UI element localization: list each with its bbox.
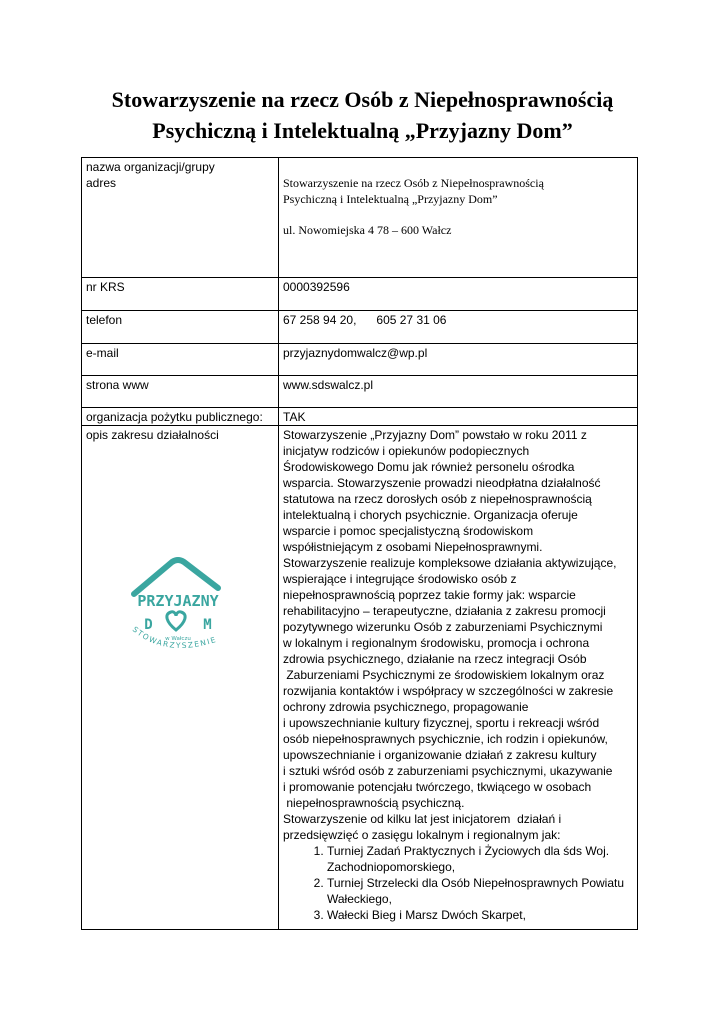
- logo-roof: [134, 560, 218, 594]
- event-line-2: Wałeckiego,: [327, 892, 392, 906]
- description-line: i promowanie potencjału twórczego, tkwiącego w osobach: [283, 780, 592, 794]
- logo-top-text: PRZYJAZNY: [137, 592, 219, 610]
- description-line: intelektualną i chorych psychicznie. Organizacja oferuje: [283, 508, 578, 522]
- description-text: [283, 427, 633, 843]
- title-line-2: Psychiczną i Intelektualną „Przyjazny Dom”: [152, 118, 573, 143]
- logo-arc-text: STOWARZYSZENIE: [130, 624, 219, 651]
- description-line: wsparcie i pomoc specjalistyczną środowiskom: [283, 524, 534, 538]
- description-line: zdrowia psychicznego, działanie na rzecz integracji Osób: [283, 652, 587, 666]
- label-description-cell: [82, 426, 279, 930]
- description-line: Stowarzyszenie realizuje kompleksowe działania aktywizujące,: [283, 556, 617, 570]
- description-line: i upowszechnianie kultury fizycznej, sportu i rekreacji wśród: [283, 716, 600, 730]
- value-www[interactable]: www.sdswalcz.pl: [279, 376, 638, 408]
- label-opp: organizacja pożytku publicznego:: [82, 408, 279, 426]
- label-address: adres: [86, 176, 117, 190]
- title-line-1: Stowarzyszenie na rzecz Osób z Niepełnosprawnością: [111, 87, 614, 112]
- description-line: wspierające i integrujące środowisko osób z: [283, 572, 517, 586]
- description-line: przedsięwzięć o zasięgu lokalnym i regionalnym jak:: [283, 828, 561, 842]
- description-line: niepełnosprawnością psychiczną.: [283, 796, 465, 810]
- description-line: Stowarzyszenie „Przyjazny Dom” powstało w roku 2011 z: [283, 428, 587, 442]
- org-name-line-2: Psychiczną i Intelektualną „Przyjazny Dom”: [283, 192, 498, 206]
- description-line: ochrony zdrowia psychicznego, propagowanie: [283, 700, 529, 714]
- description-line: statutowa na rzecz dorosłych osób z niepełnosprawnością: [283, 492, 592, 506]
- event-item: [327, 843, 633, 875]
- event-line-2: Zachodniopomorskiego,: [327, 860, 456, 874]
- label-phone: telefon: [82, 311, 279, 344]
- description-line: upowszechnianie i organizowanie działań z zakresu kultury: [283, 748, 597, 762]
- label-org-name: nazwa organizacji/grupy: [86, 160, 215, 174]
- description-line: Środowiskowego Domu jak również personelu ośrodka: [283, 460, 575, 474]
- label-description: opis zakresu działalności: [86, 428, 219, 442]
- label-krs: nr KRS: [82, 278, 279, 311]
- label-www: strona www: [82, 376, 279, 408]
- value-cell: [279, 158, 638, 278]
- description-line: inicjatyw rodziców i opiekunów podopiecznych: [283, 444, 530, 458]
- page-title: [0, 84, 725, 146]
- info-table: [81, 157, 638, 930]
- event-line-1: 2. Turniej Strzelecki dla Osób Niepełnosprawnych Powiatu: [327, 876, 625, 890]
- description-line: i sztuki wśród osób z zaburzeniami psychicznymi, ukazywanie: [283, 764, 613, 778]
- label-cell: [82, 158, 279, 278]
- event-line-1: 1. Turniej Zadań Praktycznych i Życiowych dla śds Woj.: [327, 844, 610, 858]
- event-item: [327, 875, 633, 907]
- row-description: [82, 426, 638, 930]
- label-email: e-mail: [82, 344, 279, 376]
- row-opp: [82, 408, 638, 426]
- event-item: [327, 907, 633, 923]
- row-krs: [82, 278, 638, 311]
- value-email[interactable]: przyjaznydomwalcz@wp.pl: [279, 344, 638, 376]
- value-phone: 67 258 94 20, 605 27 31 06: [279, 311, 638, 344]
- row-organization: [82, 158, 638, 278]
- events-list: [283, 843, 633, 923]
- value-krs: 0000392596: [279, 278, 638, 311]
- event-line-1: 3. Wałecki Bieg i Marsz Dwóch Skarpet,: [327, 908, 526, 922]
- logo-mid-text: D M: [144, 617, 212, 633]
- description-line: Zaburzeniami Psychicznymi ze środowiskiem lokalnym oraz: [283, 668, 605, 682]
- description-line: niepełnosprawnością poprzez takie formy jak: wsparcie: [283, 588, 576, 602]
- logo-small-text: w Wałczu: [165, 636, 191, 642]
- description-line: wsparcia. Stowarzyszenie prowadzi nieodpłatna działalność: [283, 476, 601, 490]
- value-description: [279, 426, 638, 930]
- description-line: rozwijania kontaktów i współpracy w szczególności w zakresie: [283, 684, 614, 698]
- row-email: [82, 344, 638, 376]
- value-opp: TAK: [279, 408, 638, 426]
- description-line: rehabilitacyjno – terapeutyczne, działania z zakresu promocji: [283, 604, 606, 618]
- row-phone: [82, 311, 638, 344]
- org-address: ul. Nowomiejska 4 78 – 600 Wałcz: [283, 223, 452, 237]
- description-line: pozytywnego wizerunku Osób z zaburzeniami Psychicznymi: [283, 620, 603, 634]
- description-line: osób niepełnosprawnych psychicznie, ich rodzin i opiekunów,: [283, 732, 608, 746]
- description-line: współistniejącym z osobami Niepełnosprawnymi.: [283, 540, 543, 554]
- description-line: w lokalnym i regionalnym środowisku, promocja i ochrona: [283, 636, 590, 650]
- przyjazny-dom-logo: [126, 556, 230, 666]
- org-name-line-1: Stowarzyszenie na rzecz Osób z Niepełnosprawnością: [283, 176, 544, 190]
- row-www: [82, 376, 638, 408]
- description-line: Stowarzyszenie od kilku lat jest inicjatorem działań i: [283, 812, 562, 826]
